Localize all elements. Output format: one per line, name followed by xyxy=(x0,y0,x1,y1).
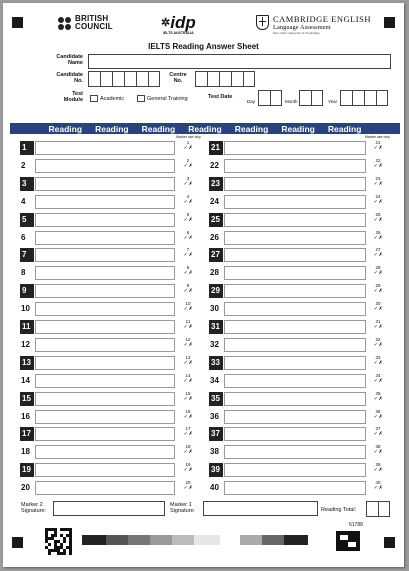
question-number: 14 xyxy=(21,375,30,385)
year-field[interactable] xyxy=(340,90,388,106)
question-number: 22 xyxy=(210,160,219,170)
answer-field[interactable] xyxy=(35,338,175,352)
bc-line2: COUNCIL xyxy=(75,22,113,31)
marker-number: 28 xyxy=(375,265,381,271)
answer-field[interactable] xyxy=(224,231,366,245)
reading-banner xyxy=(10,123,400,134)
tick-cross-icon: ✓ ✗ xyxy=(183,395,193,402)
marker-tick-box[interactable] xyxy=(179,373,197,389)
tick-cross-icon: ✓ ✗ xyxy=(373,431,383,438)
question-number: 25 xyxy=(209,213,223,227)
tick-cross-icon: ✓ ✗ xyxy=(373,198,383,205)
marker2-signature-field[interactable] xyxy=(53,501,165,516)
tick-cross-icon: ✓ ✗ xyxy=(183,270,193,277)
question-number: 26 xyxy=(210,232,219,242)
reading-total-field[interactable] xyxy=(366,501,390,517)
marker-number: 24 xyxy=(375,193,381,199)
ce-sub: Language Assessment xyxy=(273,24,331,31)
marker-number: 23 xyxy=(375,175,381,181)
marker-use-label: Marker use only xyxy=(176,135,201,139)
marker-tick-box[interactable] xyxy=(369,230,387,246)
marker-tick-box[interactable] xyxy=(179,194,197,210)
question-number: 4 xyxy=(21,196,26,206)
tick-cross-icon: ✓ ✗ xyxy=(183,162,193,169)
marker-number: 2 xyxy=(186,157,190,163)
answer-field[interactable] xyxy=(224,463,366,477)
tick-cross-icon: ✓ ✗ xyxy=(373,359,383,366)
question-number: 38 xyxy=(210,447,219,457)
registration-mark xyxy=(384,17,395,28)
marker2-label: Marker 2 Signature: xyxy=(21,502,47,514)
marker-tick-box[interactable] xyxy=(369,480,387,496)
marker-number: 22 xyxy=(375,157,381,163)
marker-tick-box[interactable] xyxy=(179,355,197,371)
marker-number: 10 xyxy=(185,301,191,307)
question-number: 3 xyxy=(20,177,34,191)
candidate-no-label: Candidate No. xyxy=(56,72,83,84)
tick-cross-icon: ✓ ✗ xyxy=(373,485,383,492)
tick-cross-icon: ✓ ✗ xyxy=(183,413,193,420)
general-training-label: General Training xyxy=(147,95,188,102)
british-council-dots-icon xyxy=(58,17,71,30)
marker-number: 7 xyxy=(186,247,190,253)
tick-cross-icon: ✓ ✗ xyxy=(373,252,383,259)
answer-field[interactable] xyxy=(35,320,175,334)
question-number: 28 xyxy=(210,268,219,278)
question-number: 30 xyxy=(210,304,219,314)
banner-word: Reading xyxy=(188,123,222,134)
marker-number: 5 xyxy=(186,211,190,217)
tick-cross-icon: ✓ ✗ xyxy=(183,359,193,366)
tick-cross-icon: ✓ ✗ xyxy=(183,449,193,456)
marker-tick-box[interactable] xyxy=(179,176,197,192)
answer-field[interactable] xyxy=(35,463,175,477)
page-title: IELTS Reading Answer Sheet xyxy=(148,42,259,51)
question-number: 8 xyxy=(21,268,26,278)
tick-cross-icon: ✓ ✗ xyxy=(373,162,383,169)
answer-field[interactable] xyxy=(224,374,366,388)
marker-use-label: Marker use only xyxy=(365,135,390,139)
question-number: 20 xyxy=(21,483,30,493)
answer-field[interactable] xyxy=(224,320,366,334)
marker-number: 31 xyxy=(375,319,381,324)
tick-cross-icon: ✓ ✗ xyxy=(183,180,193,187)
marker-tick-box[interactable] xyxy=(369,176,387,192)
marker-number: 8 xyxy=(186,265,190,271)
marker-tick-box[interactable] xyxy=(179,480,197,496)
question-number: 36 xyxy=(210,411,219,421)
answer-field[interactable] xyxy=(35,445,175,459)
marker-tick-box[interactable] xyxy=(179,301,197,317)
tick-cross-icon: ✓ ✗ xyxy=(373,341,383,348)
tick-cross-icon: ✓ ✗ xyxy=(183,341,193,348)
academic-checkbox[interactable] xyxy=(90,95,124,102)
general-training-checkbox[interactable] xyxy=(137,95,188,102)
tick-cross-icon: ✓ ✗ xyxy=(183,252,193,259)
marker-tick-box[interactable] xyxy=(179,444,197,460)
banner-word: Reading xyxy=(281,123,315,134)
answer-field[interactable] xyxy=(224,266,366,280)
marker-number: 26 xyxy=(375,229,381,235)
academic-label: Academic xyxy=(100,95,125,102)
registration-mark xyxy=(384,537,395,548)
candidate-name-label: Candidate Name xyxy=(56,54,83,66)
registration-mark xyxy=(12,537,23,548)
answer-field[interactable] xyxy=(224,410,366,424)
centre-no-field[interactable] xyxy=(195,71,255,87)
answer-field[interactable] xyxy=(35,159,175,173)
banner-word: Reading xyxy=(234,123,269,134)
answer-field[interactable] xyxy=(224,392,366,406)
answer-field[interactable] xyxy=(35,213,175,227)
answer-field[interactable] xyxy=(224,445,366,459)
answer-field[interactable] xyxy=(35,177,175,191)
marker-tick-box[interactable] xyxy=(369,247,387,263)
marker-number: 14 xyxy=(185,372,191,378)
answer-field[interactable] xyxy=(224,302,366,316)
answer-field[interactable] xyxy=(35,231,175,245)
marker-tick-box[interactable] xyxy=(369,158,387,174)
tick-cross-icon: ✓ ✗ xyxy=(373,324,383,330)
tick-cross-icon: ✓ ✗ xyxy=(373,288,383,295)
marker-number: 34 xyxy=(375,372,381,378)
marker-number: 36 xyxy=(375,408,381,414)
marker-tick-box[interactable] xyxy=(179,319,197,335)
question-number: 32 xyxy=(210,339,219,349)
marker-tick-box[interactable] xyxy=(369,265,387,281)
answer-field[interactable] xyxy=(35,410,175,424)
year-label: Year xyxy=(328,99,338,104)
marker-tick-box[interactable] xyxy=(369,373,387,389)
candidate-name-field[interactable] xyxy=(88,54,391,69)
idp-sub: IELTS AUSTRALIA xyxy=(162,31,194,35)
answer-field[interactable] xyxy=(224,159,366,173)
ce-small: Part of the University of Cambridge xyxy=(273,31,320,35)
tick-cross-icon: ✓ ✗ xyxy=(373,449,383,456)
tick-cross-icon: ✓ ✗ xyxy=(373,180,383,187)
marker-tick-box[interactable] xyxy=(179,265,197,281)
cambridge-shield-icon xyxy=(256,15,269,30)
marker-number: 33 xyxy=(375,354,381,360)
answer-field[interactable] xyxy=(35,248,175,262)
marker-number: 3 xyxy=(186,175,190,181)
marker-tick-box[interactable] xyxy=(369,409,387,425)
marker1-signature-field[interactable] xyxy=(203,501,318,516)
marker-number: 37 xyxy=(375,426,381,432)
marker-number: 9 xyxy=(186,283,190,289)
answer-field[interactable] xyxy=(35,427,175,441)
marker-tick-box[interactable] xyxy=(179,409,197,425)
question-number: 35 xyxy=(209,392,223,406)
answer-sheet xyxy=(3,3,404,567)
answer-field[interactable] xyxy=(224,427,366,441)
answer-field[interactable] xyxy=(35,302,175,316)
marker-tick-box[interactable] xyxy=(369,194,387,210)
answer-field[interactable] xyxy=(224,177,366,191)
question-number: 9 xyxy=(20,284,34,298)
marker-tick-box[interactable] xyxy=(369,337,387,353)
tick-cross-icon: ✓ ✗ xyxy=(373,306,383,313)
answer-field[interactable] xyxy=(224,284,366,298)
marker-number: 16 xyxy=(185,408,191,414)
test-date-label: Test Date xyxy=(208,94,233,100)
marker-number: 39 xyxy=(375,462,381,468)
banner-word: Reading xyxy=(48,123,83,134)
question-number: 24 xyxy=(210,196,219,206)
grey-scale-strip xyxy=(82,535,308,545)
question-number: 7 xyxy=(20,248,34,262)
question-number: 15 xyxy=(20,392,34,406)
idp-logo xyxy=(161,15,196,35)
marker-number: 20 xyxy=(185,480,191,486)
question-number: 6 xyxy=(21,232,26,242)
question-number: 23 xyxy=(209,177,223,191)
marker-tick-box[interactable] xyxy=(369,301,387,317)
question-number: 39 xyxy=(209,463,223,477)
sheet-barcode xyxy=(336,531,360,551)
marker-number: 18 xyxy=(185,444,191,450)
question-number: 33 xyxy=(209,356,223,370)
answer-field[interactable] xyxy=(224,141,366,155)
marker-tick-box[interactable] xyxy=(369,319,387,335)
question-number: 5 xyxy=(20,213,34,227)
tick-cross-icon: ✓ ✗ xyxy=(183,145,193,151)
question-number: 2 xyxy=(21,160,26,170)
tick-cross-icon: ✓ ✗ xyxy=(183,324,193,330)
question-number: 27 xyxy=(209,248,223,262)
idp-mark: idp xyxy=(170,13,196,32)
registration-mark xyxy=(12,17,23,28)
month-field[interactable] xyxy=(299,90,323,106)
day-label: Day xyxy=(247,99,256,104)
marker-tick-box[interactable] xyxy=(179,247,197,263)
marker-tick-box[interactable] xyxy=(179,212,197,228)
question-number: 19 xyxy=(20,463,34,477)
marker-number: 6 xyxy=(186,229,190,235)
marker-number: 13 xyxy=(185,354,191,360)
answer-field[interactable] xyxy=(35,284,175,298)
banner-word: Reading xyxy=(95,123,129,134)
day-field[interactable] xyxy=(258,90,282,106)
answer-field[interactable] xyxy=(224,213,366,227)
tick-cross-icon: ✓ ✗ xyxy=(373,145,383,151)
marker-tick-box[interactable] xyxy=(179,391,197,407)
marker-number: 17 xyxy=(185,426,191,432)
tick-cross-icon: ✓ ✗ xyxy=(183,234,193,241)
question-number: 34 xyxy=(210,375,219,385)
tick-cross-icon: ✓ ✗ xyxy=(373,413,383,420)
tick-cross-icon: ✓ ✗ xyxy=(373,270,383,277)
marker-tick-box[interactable] xyxy=(369,444,387,460)
answer-field[interactable] xyxy=(35,141,175,155)
marker-number: 35 xyxy=(375,390,381,396)
answer-field[interactable] xyxy=(35,481,175,495)
marker-tick-box[interactable] xyxy=(369,355,387,371)
marker-number: 29 xyxy=(375,283,381,289)
marker-number: 19 xyxy=(185,462,191,468)
question-number: 29 xyxy=(209,284,223,298)
tick-cross-icon: ✓ ✗ xyxy=(183,198,193,205)
qr-code xyxy=(45,528,72,555)
tick-cross-icon: ✓ ✗ xyxy=(183,216,193,223)
marker-number: 4 xyxy=(186,193,190,199)
marker-number: 21 xyxy=(375,140,381,145)
form-code: 61788 xyxy=(349,522,363,528)
marker-number: 12 xyxy=(185,336,191,342)
tick-cross-icon: ✓ ✗ xyxy=(373,234,383,241)
question-number: 12 xyxy=(21,339,30,349)
answer-field[interactable] xyxy=(224,195,366,209)
marker-tick-box[interactable] xyxy=(179,283,197,299)
idp-star-icon: ✲ xyxy=(161,17,171,29)
question-number: 13 xyxy=(20,356,34,370)
question-number: 10 xyxy=(21,304,30,314)
marker-number: 30 xyxy=(375,301,381,307)
bc-line1: BRITISH xyxy=(75,14,109,23)
candidate-no-field[interactable] xyxy=(88,71,160,87)
marker-number: 40 xyxy=(375,480,381,486)
tick-cross-icon: ✓ ✗ xyxy=(183,288,193,295)
tick-cross-icon: ✓ ✗ xyxy=(373,395,383,402)
marker-tick-box[interactable] xyxy=(179,462,197,478)
marker1-label: Marker 1 Signature: xyxy=(170,502,196,514)
answer-field[interactable] xyxy=(224,481,366,495)
british-council-logo xyxy=(58,15,113,31)
answer-field[interactable] xyxy=(224,338,366,352)
answer-field[interactable] xyxy=(35,195,175,209)
centre-no-label: Centre No. xyxy=(169,72,187,84)
marker-tick-box[interactable] xyxy=(369,391,387,407)
question-number: 40 xyxy=(210,483,219,493)
reading-total-label: Reading Total: xyxy=(321,507,357,513)
marker-tick-box[interactable] xyxy=(179,140,197,156)
answer-field[interactable] xyxy=(224,356,366,370)
question-number: 17 xyxy=(20,427,34,441)
answer-field[interactable] xyxy=(224,248,366,262)
marker-tick-box[interactable] xyxy=(179,230,197,246)
question-number: 16 xyxy=(21,411,30,421)
marker-tick-box[interactable] xyxy=(369,140,387,156)
question-number: 21 xyxy=(209,141,223,155)
question-number: 1 xyxy=(20,141,34,155)
marker-number: 11 xyxy=(185,319,191,324)
marker-number: 1 xyxy=(186,140,190,145)
marker-number: 25 xyxy=(375,211,381,217)
tick-cross-icon: ✓ ✗ xyxy=(183,431,193,438)
marker-tick-box[interactable] xyxy=(179,337,197,353)
answer-field[interactable] xyxy=(35,374,175,388)
marker-tick-box[interactable] xyxy=(179,158,197,174)
question-number: 11 xyxy=(20,320,34,334)
marker-tick-box[interactable] xyxy=(369,283,387,299)
tick-cross-icon: ✓ ✗ xyxy=(373,377,383,384)
marker-tick-box[interactable] xyxy=(369,462,387,478)
marker-number: 38 xyxy=(375,444,381,450)
ce-title: CAMBRIDGE ENGLISH xyxy=(273,14,371,24)
marker-tick-box[interactable] xyxy=(179,426,197,442)
banner-word: Reading xyxy=(327,123,362,134)
answer-field[interactable] xyxy=(35,266,175,280)
tick-cross-icon: ✓ ✗ xyxy=(183,377,193,384)
test-module-label: Test Module xyxy=(63,91,83,103)
cambridge-english-logo xyxy=(256,15,371,35)
tick-cross-icon: ✓ ✗ xyxy=(373,467,383,474)
question-number: 31 xyxy=(209,320,223,334)
question-number: 18 xyxy=(21,447,30,457)
marker-tick-box[interactable] xyxy=(369,212,387,228)
marker-number: 15 xyxy=(185,390,191,396)
question-number: 37 xyxy=(209,427,223,441)
tick-cross-icon: ✓ ✗ xyxy=(183,467,193,474)
month-label: Month xyxy=(285,99,298,104)
banner-word: Reading xyxy=(141,123,176,134)
tick-cross-icon: ✓ ✗ xyxy=(373,216,383,223)
answer-field[interactable] xyxy=(35,356,175,370)
marker-number: 27 xyxy=(375,247,381,253)
tick-cross-icon: ✓ ✗ xyxy=(183,306,193,313)
answer-field[interactable] xyxy=(35,392,175,406)
marker-number: 32 xyxy=(375,336,381,342)
marker-tick-box[interactable] xyxy=(369,426,387,442)
tick-cross-icon: ✓ ✗ xyxy=(183,485,193,492)
